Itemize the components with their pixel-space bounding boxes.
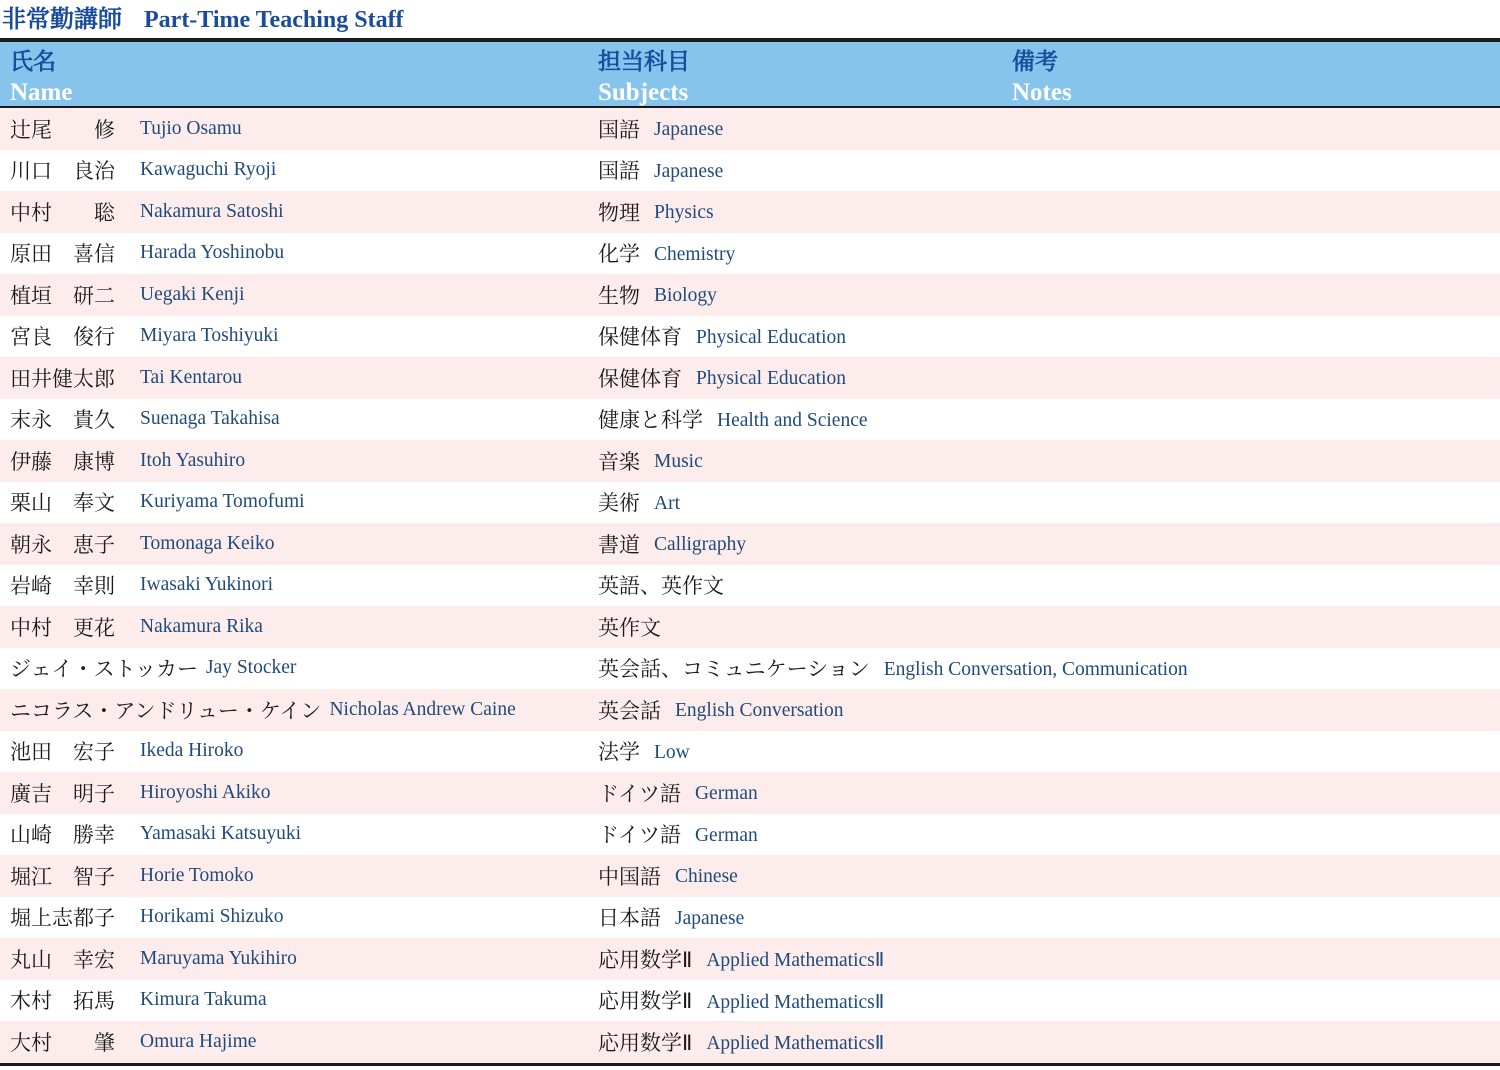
- name-english: Omura Hajime: [140, 1030, 257, 1052]
- subject-japanese: 応用数学Ⅱ: [598, 1030, 693, 1055]
- name-english: Suenaga Takahisa: [140, 408, 280, 430]
- subject-english: Chinese: [675, 866, 738, 888]
- subject-english: Low: [654, 741, 690, 763]
- name-japanese: 川口 良治: [10, 159, 115, 184]
- subject-cell: [598, 523, 746, 565]
- subject-japanese: ドイツ語: [598, 823, 681, 848]
- name-japanese: 中村 聡: [10, 200, 115, 225]
- header-subjects-english: Subjects: [598, 79, 689, 106]
- name-english: Itoh Yasuhiro: [140, 449, 246, 471]
- subject-cell: [598, 648, 1188, 690]
- table-row: [0, 606, 1500, 648]
- name-english: Iwasaki Yukinori: [140, 574, 274, 596]
- name-japanese: 大村 肇: [10, 1030, 115, 1055]
- subject-english: Health and Science: [717, 409, 868, 431]
- name-english: Yamasaki Katsuyuki: [140, 823, 302, 845]
- subject-english: Physical Education: [696, 368, 847, 390]
- subject-japanese: 英会話: [598, 698, 661, 723]
- name-english: Horie Tomoko: [140, 864, 254, 886]
- subject-cell: [598, 606, 675, 648]
- name-english: Uegaki Kenji: [140, 283, 245, 305]
- table-row: [0, 980, 1500, 1022]
- table-row: [0, 855, 1500, 897]
- subject-cell: [598, 980, 884, 1022]
- subject-cell: [598, 565, 738, 607]
- subject-cell: [598, 938, 884, 980]
- subject-english: Physical Education: [696, 326, 847, 348]
- subject-english: Japanese: [675, 907, 745, 929]
- subject-cell: [598, 316, 846, 358]
- name-japanese: 廣吉 明子: [10, 781, 115, 806]
- name-japanese: 朝永 恵子: [10, 532, 115, 557]
- name-japanese: 辻尾 修: [10, 117, 115, 142]
- name-japanese: ジェイ・ストッカー: [10, 657, 198, 682]
- subject-cell: [598, 233, 735, 275]
- header-notes: [1012, 48, 1072, 107]
- header-notes-english: Notes: [1012, 79, 1072, 106]
- name-english: Hiroyoshi Akiko: [140, 781, 271, 803]
- name-english: Kimura Takuma: [140, 989, 267, 1011]
- table-row: [0, 191, 1500, 233]
- subject-japanese: 国語: [598, 159, 640, 184]
- page-title-english: Part-Time Teaching Staff: [144, 7, 404, 33]
- table-row: [0, 565, 1500, 607]
- name-english: Tomonaga Keiko: [140, 532, 275, 554]
- name-japanese: 岩崎 幸則: [10, 574, 115, 599]
- subject-english: Japanese: [654, 119, 724, 141]
- name-english: Harada Yoshinobu: [140, 242, 285, 264]
- subject-english: Applied MathematicsⅡ: [706, 1033, 885, 1055]
- table-row: [0, 357, 1500, 399]
- subject-japanese: 書道: [598, 532, 640, 557]
- subject-cell: [598, 731, 690, 773]
- subject-english: Applied MathematicsⅡ: [706, 991, 885, 1013]
- header-name-japanese: 氏名: [10, 49, 56, 75]
- header-subjects: [598, 48, 690, 107]
- subject-cell: [598, 814, 758, 856]
- subject-japanese: 法学: [598, 740, 640, 765]
- table-row: [0, 523, 1500, 565]
- subject-japanese: 化学: [598, 242, 640, 267]
- subject-cell: [598, 855, 738, 897]
- bottom-rule: [0, 1063, 1500, 1066]
- name-english: Miyara Toshiyuki: [140, 325, 279, 347]
- table-row: [0, 274, 1500, 316]
- staff-table-body: [0, 108, 1500, 1063]
- name-japanese: 宮良 俊行: [10, 325, 115, 350]
- subject-cell: [598, 897, 744, 939]
- name-japanese: 末永 貴久: [10, 408, 115, 433]
- table-row: [0, 316, 1500, 358]
- name-english: Nicholas Andrew Caine: [329, 698, 516, 720]
- name-japanese: 堀上志都子: [10, 906, 115, 931]
- subject-english: English Conversation, Communication: [883, 658, 1188, 680]
- name-english: Jay Stocker: [205, 657, 297, 679]
- subject-japanese: ドイツ語: [598, 781, 681, 806]
- subject-japanese: 中国語: [598, 864, 661, 889]
- subject-japanese: 生物: [598, 283, 640, 308]
- name-english: Maruyama Yukihiro: [140, 947, 297, 969]
- table-row: [0, 772, 1500, 814]
- subject-japanese: 英作文: [598, 615, 661, 640]
- name-japanese: 木村 拓馬: [10, 989, 115, 1014]
- subject-english: Japanese: [654, 160, 724, 182]
- subject-japanese: 保健体育: [598, 366, 682, 391]
- subject-japanese: 英語、英作文: [598, 574, 724, 599]
- name-english: Kuriyama Tomofumi: [140, 491, 305, 513]
- name-japanese: 中村 更花: [10, 615, 115, 640]
- subject-english: Applied MathematicsⅡ: [706, 950, 885, 972]
- subject-english: Calligraphy: [654, 534, 747, 556]
- table-row: [0, 814, 1500, 856]
- subject-cell: [598, 482, 680, 524]
- subject-cell: [598, 150, 723, 192]
- subject-cell: [598, 191, 714, 233]
- subject-japanese: 応用数学Ⅱ: [598, 989, 693, 1014]
- subject-japanese: 美術: [598, 491, 640, 516]
- subject-japanese: 保健体育: [598, 325, 682, 350]
- name-english: Nakamura Rika: [140, 615, 263, 637]
- subject-japanese: 国語: [598, 117, 640, 142]
- name-japanese: 丸山 幸宏: [10, 947, 115, 972]
- name-japanese: ニコラス・アンドリュー・ケイン: [10, 698, 322, 723]
- name-japanese: 栗山 奉文: [10, 491, 115, 516]
- subject-english: Physics: [654, 202, 714, 224]
- name-japanese: 堀江 智子: [10, 864, 115, 889]
- name-japanese: 植垣 研二: [10, 283, 115, 308]
- name-japanese: 池田 宏子: [10, 740, 115, 765]
- table-row: [0, 938, 1500, 980]
- page-title: [0, 0, 1500, 38]
- table-row: [0, 150, 1500, 192]
- page-title-japanese: 非常勤講師: [2, 5, 122, 33]
- header-name: [10, 48, 72, 107]
- table-row: [0, 440, 1500, 482]
- subject-japanese: 物理: [598, 200, 640, 225]
- name-japanese: 山崎 勝幸: [10, 823, 115, 848]
- subject-cell: [598, 772, 758, 814]
- subject-japanese: 健康と科学: [598, 408, 703, 433]
- name-japanese: 田井健太郎: [10, 366, 115, 391]
- subject-japanese: 英会話、コミュニケーション: [598, 657, 870, 682]
- table-row: [0, 648, 1500, 690]
- name-english: Kawaguchi Ryoji: [140, 159, 277, 181]
- table-row: [0, 108, 1500, 150]
- name-english: Horikami Shizuko: [140, 906, 284, 928]
- subject-japanese: 応用数学Ⅱ: [598, 947, 693, 972]
- name-english: Nakamura Satoshi: [140, 200, 284, 222]
- table-row: [0, 233, 1500, 275]
- subject-japanese: 日本語: [598, 906, 661, 931]
- name-english: Tai Kentarou: [140, 366, 243, 388]
- table-row: [0, 689, 1500, 731]
- table-row: [0, 731, 1500, 773]
- header-notes-japanese: 備考: [1012, 49, 1058, 75]
- subject-english: Music: [654, 451, 703, 473]
- subject-japanese: 音楽: [598, 449, 640, 474]
- subject-cell: [598, 689, 843, 731]
- name-japanese: 伊藤 康博: [10, 449, 115, 474]
- subject-cell: [598, 440, 703, 482]
- subject-english: English Conversation: [675, 700, 844, 722]
- subject-english: German: [694, 783, 758, 805]
- name-english: Tujio Osamu: [140, 117, 242, 139]
- subject-cell: [598, 399, 868, 441]
- subject-english: Biology: [654, 285, 717, 307]
- table-row: [0, 1021, 1500, 1063]
- table-header: [0, 42, 1500, 108]
- subject-english: Chemistry: [654, 243, 736, 265]
- subject-cell: [598, 274, 717, 316]
- subject-cell: [598, 1021, 884, 1063]
- subject-english: Art: [654, 492, 680, 514]
- table-row: [0, 482, 1500, 524]
- table-row: [0, 897, 1500, 939]
- table-row: [0, 399, 1500, 441]
- header-name-english: Name: [10, 79, 73, 106]
- subject-english: German: [694, 824, 758, 846]
- name-japanese: 原田 喜信: [10, 242, 115, 267]
- subject-cell: [598, 108, 723, 150]
- name-english: Ikeda Hiroko: [140, 740, 244, 762]
- header-subjects-japanese: 担当科目: [598, 49, 690, 75]
- subject-cell: [598, 357, 846, 399]
